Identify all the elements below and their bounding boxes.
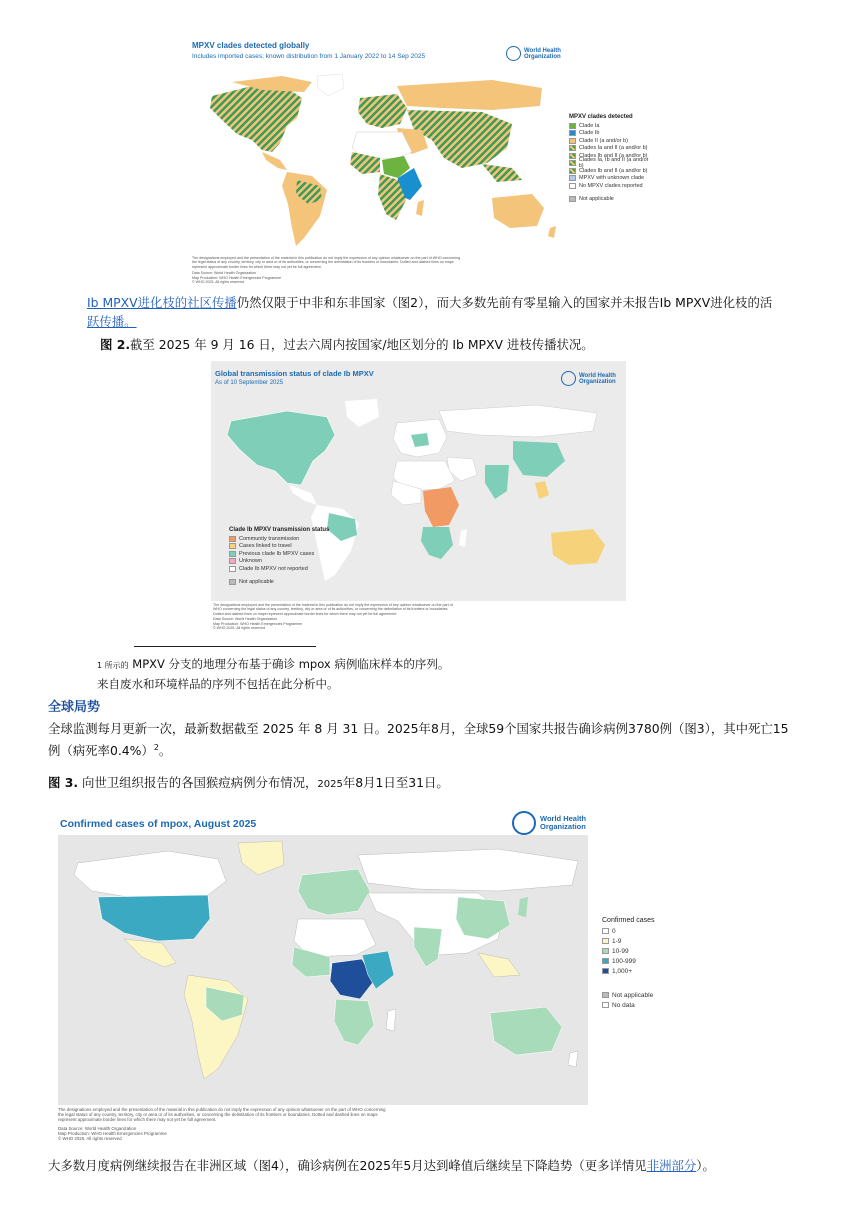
footnote-line2: 来自废水和环境样品的序列不包括在此分析中。: [97, 677, 339, 691]
map2-legend-item: [229, 558, 349, 566]
map3-title: Confirmed cases of mpox, August 2025: [60, 818, 257, 830]
link-africa-section[interactable]: 非洲部分: [646, 1158, 697, 1173]
map1-legend-label: Clade Ib: [579, 130, 600, 137]
figure-2-caption: [100, 335, 800, 354]
last-paragraph: 大多数月度病例继续报告在非洲区域（图4），确诊病例在2025年5月达到峰值后继续呈下降趋势（更多详情见非洲部分）。: [48, 1158, 715, 1173]
map3-legend-label: 1,000+: [612, 967, 633, 975]
paragraph-line1: 全球监测每月更新一次，最新数据截至 2025 年 8 月 31 日。2025年8月，全球59个国家共报告确诊病例3780例（图3），其中死亡15: [48, 721, 789, 736]
section-heading: 全球局势: [48, 700, 101, 715]
paragraph-clade-ib: [87, 293, 847, 331]
map3-legend-item: [602, 926, 692, 936]
map1-title: MPXV clades detected globally: [192, 41, 310, 50]
map3-legend-label: 10-99: [612, 947, 629, 955]
map2-disclaimer: The designations employed and the presentation of the material in this publication do not imply the expression of any opinion whatsoever on the part of WHO concerning the legal status of any country, territory, city or area or of its authorities, or concerning the delimitation of its frontiers or boundaries. Dotted and dashed lines on maps represent approximate border lines for which there may not yet be full agreement. Data Source: World Health Organization Map Production: WHO Health Emergencies Programme © WHO 2025. All rights reserved: [213, 603, 453, 631]
map2-legend-label: Community transmission: [239, 535, 300, 542]
map2-subtitle: As of 10 September 2025: [215, 380, 284, 386]
map2-china: [513, 441, 565, 477]
map1-legend-label: Clades Ib and II (a and/or b): [579, 167, 648, 174]
map1-legend-swatch: [569, 123, 576, 129]
footnote-marker: 1 所示的: [97, 661, 129, 670]
map2-legend-swatch: [229, 536, 236, 542]
map2-legend-item: [229, 565, 349, 573]
link-community-transmission[interactable]: Ib MPXV进化枝的社区传播: [87, 295, 237, 310]
map2-title: Global transmission status of clade Ib MPXV: [215, 369, 374, 378]
map3-legend-item: [602, 956, 692, 966]
map2-legend-swatch: [229, 551, 236, 557]
map2-legend-not-applicable: Not applicable: [229, 579, 349, 587]
map3-na-legend-label: Not applicable: [612, 991, 654, 999]
map2-se-asia: [535, 481, 549, 499]
map3-legend-label: 0: [612, 927, 616, 935]
paragraph-line2: 跃传播。: [87, 314, 137, 329]
map2-legend-swatch: [229, 543, 236, 549]
map1-legend-item: [569, 137, 651, 145]
figure-2-map: [211, 361, 626, 631]
map3-legend-item: [602, 946, 692, 956]
reference-sup: 2: [153, 743, 159, 752]
map3-legend-swatch: [602, 958, 609, 964]
paragraph-text: 仍然仅限于中非和东非国家（图2），而大多数先前有零星输入的国家并未报告Ib MPXV进化枝的活: [236, 295, 773, 310]
map1-legend-label: Clade Ia: [579, 122, 600, 129]
map1-legend-item: [569, 130, 651, 138]
map2-legend-swatch: [229, 566, 236, 572]
map1-legend-label: Clades Ia and II (a and/or b): [579, 145, 648, 152]
map1-legend-label: No MPXV clades reported: [579, 182, 643, 189]
map2-legend-label: Clade Ib MPXV not reported: [239, 565, 308, 572]
map1-legend-item: [569, 157, 651, 170]
map3-europe: [298, 869, 370, 915]
map3-legend-item: [602, 936, 692, 946]
map3-na-legend-swatch: [602, 992, 609, 998]
map1-legend: [569, 114, 651, 203]
map2-legend-swatch: [229, 558, 236, 564]
map1-world: [192, 68, 562, 253]
figure-3-caption: 图 3. 向世卫组织报告的各国猴痘病例分布情况，2025年8月1日至31日。: [48, 775, 449, 790]
figure-3-label: 图 3.: [48, 775, 79, 790]
map2-legend: [229, 527, 349, 586]
map3-legend-swatch: [602, 928, 609, 934]
map3-na-legend-item: [602, 1000, 692, 1010]
map2-legend-title: Clade Ib MPXV transmission status: [229, 527, 330, 533]
who-emblem-icon: [506, 46, 521, 61]
footnote-divider: [134, 646, 316, 647]
map2-india: [485, 465, 509, 499]
map1-legend-not-applicable: Not applicable: [569, 196, 651, 204]
map1-legend-item: [569, 167, 651, 175]
map3-legend-swatch: [602, 968, 609, 974]
who-logo: World Health Organization: [512, 811, 586, 835]
map1-legend-swatch: [569, 138, 576, 144]
map2-legend-item: [229, 543, 349, 551]
figure-1-map: [190, 38, 650, 288]
map3-legend-swatch: [602, 938, 609, 944]
map1-legend-label: Clades Ia, Ib and II (a and/or b): [578, 157, 649, 170]
map1-legend-swatch: [569, 153, 576, 159]
map1-legend-item: [569, 145, 651, 153]
who-emblem-icon: [561, 371, 576, 386]
map1-legend-label: Clade II (a and/or b): [579, 137, 628, 144]
map3-legend-item: [602, 966, 692, 976]
map3-na-legend-label: No data: [612, 1001, 635, 1009]
map2-north-america: [227, 411, 335, 485]
figure-3-map: [56, 805, 655, 1145]
map3-legend-label: 1-9: [612, 937, 622, 945]
map1-legend-swatch: [569, 160, 576, 166]
map1-legend-swatch: [569, 168, 576, 174]
paragraph-line2: 例（病死率0.4%）: [48, 743, 154, 759]
map3-world: [58, 835, 588, 1105]
map1-legend-label: Clades Ib and II (a and/or b): [579, 152, 648, 159]
footnote-line1: MPXV 分支的地理分布基于确诊 mpox 病例临床样本的序列。: [128, 657, 450, 671]
map1-legend-item: [569, 122, 651, 130]
map2-legend-item: [229, 550, 349, 558]
map3-na-legend-item: [602, 990, 692, 1000]
map3-na-legend-swatch: [602, 1002, 609, 1008]
map1-legend-title: MPXV clades detected: [569, 114, 633, 120]
map1-legend-swatch: [569, 130, 576, 136]
map2-greenland: [345, 399, 379, 427]
who-logo: World Health Organization: [506, 46, 561, 61]
map3-legend-title: Confirmed cases: [602, 917, 655, 924]
figure-2-text: 截至 2025 年 9 月 16 日，过去六周内按国家/地区划分的 Ib MPXV 进枝传播状况。: [130, 337, 594, 352]
map2-legend-label: Previous clade Ib MPXV cases: [239, 550, 315, 557]
map1-disclaimer: The designations employed and the presentation of the material in this publication do not imply the expression of any opinion whatsoever on the part of WHO concerning the legal status of any country, territory, city or area or of its authorities, or concerning the delimitation of its frontiers or boundaries. Dotted and dashed lines on maps represent approximate border lines for which there may not yet be full agreement. Data Source: World Health Organization Map Production: WHO Health Emergencies Programme © WHO 2025. All rights reserved: [192, 256, 461, 285]
map2-africa-central: [423, 487, 459, 527]
map2-legend-label: Cases linked to travel: [239, 543, 292, 550]
map1-legend-swatch: [569, 183, 576, 189]
last-paragraph-text: 大多数月度病例继续报告在非洲区域（图4），确诊病例在2025年5月达到峰值后继续呈下降趋势（更多详情见: [48, 1158, 647, 1173]
who-logo: World Health Organization: [561, 371, 616, 386]
map1-legend-item: [569, 175, 651, 183]
map2-australia: [551, 529, 605, 565]
map1-subtitle: Includes imported cases; known distribution from 1 January 2022 to 14 Sep 2025: [192, 53, 426, 60]
footnote: [97, 655, 797, 694]
map3-legend: [602, 917, 692, 1010]
map1-legend-swatch: [569, 145, 576, 151]
map3-disclaimer: The designations employed and the presentation of the material in this publication do not imply the expression of any opinion whatsoever on the part of WHO concerning the legal status of any country, territory, city or area or of its authorities, or concerning the delimitation of its frontiers or boundaries. Dotted and dashed lines on maps represent approximate border lines for which there may not yet be full agreement. Data Source: World Health Organization Map Production: WHO Health Emergencies Programme © WHO 2025. All rights reserved: [58, 1107, 386, 1142]
figure-2-label: 图 2.: [100, 337, 131, 352]
map1-legend-swatch: [569, 175, 576, 181]
map2-legend-label: Unknown: [239, 558, 262, 565]
global-situation-paragraph: 全球监测每月更新一次，最新数据截至 2025 年 8 月 31 日。2025年8月，全球59个国家共报告确诊病例3780例（图3），其中死亡15 例（病死率0.4%）$^2$。: [48, 721, 789, 759]
map1-legend-item: [569, 182, 651, 190]
map3-legend-label: 100-999: [612, 957, 636, 965]
map2-africa-south: [421, 527, 453, 559]
map2-central-america: [289, 485, 317, 505]
map2-legend-item: [229, 535, 349, 543]
who-emblem-icon: [512, 811, 536, 835]
map1-legend-label: MPXV with unknown clade: [579, 175, 645, 182]
map2-madagascar: [459, 529, 467, 547]
map2-russia: [439, 405, 597, 437]
map3-legend-swatch: [602, 948, 609, 954]
